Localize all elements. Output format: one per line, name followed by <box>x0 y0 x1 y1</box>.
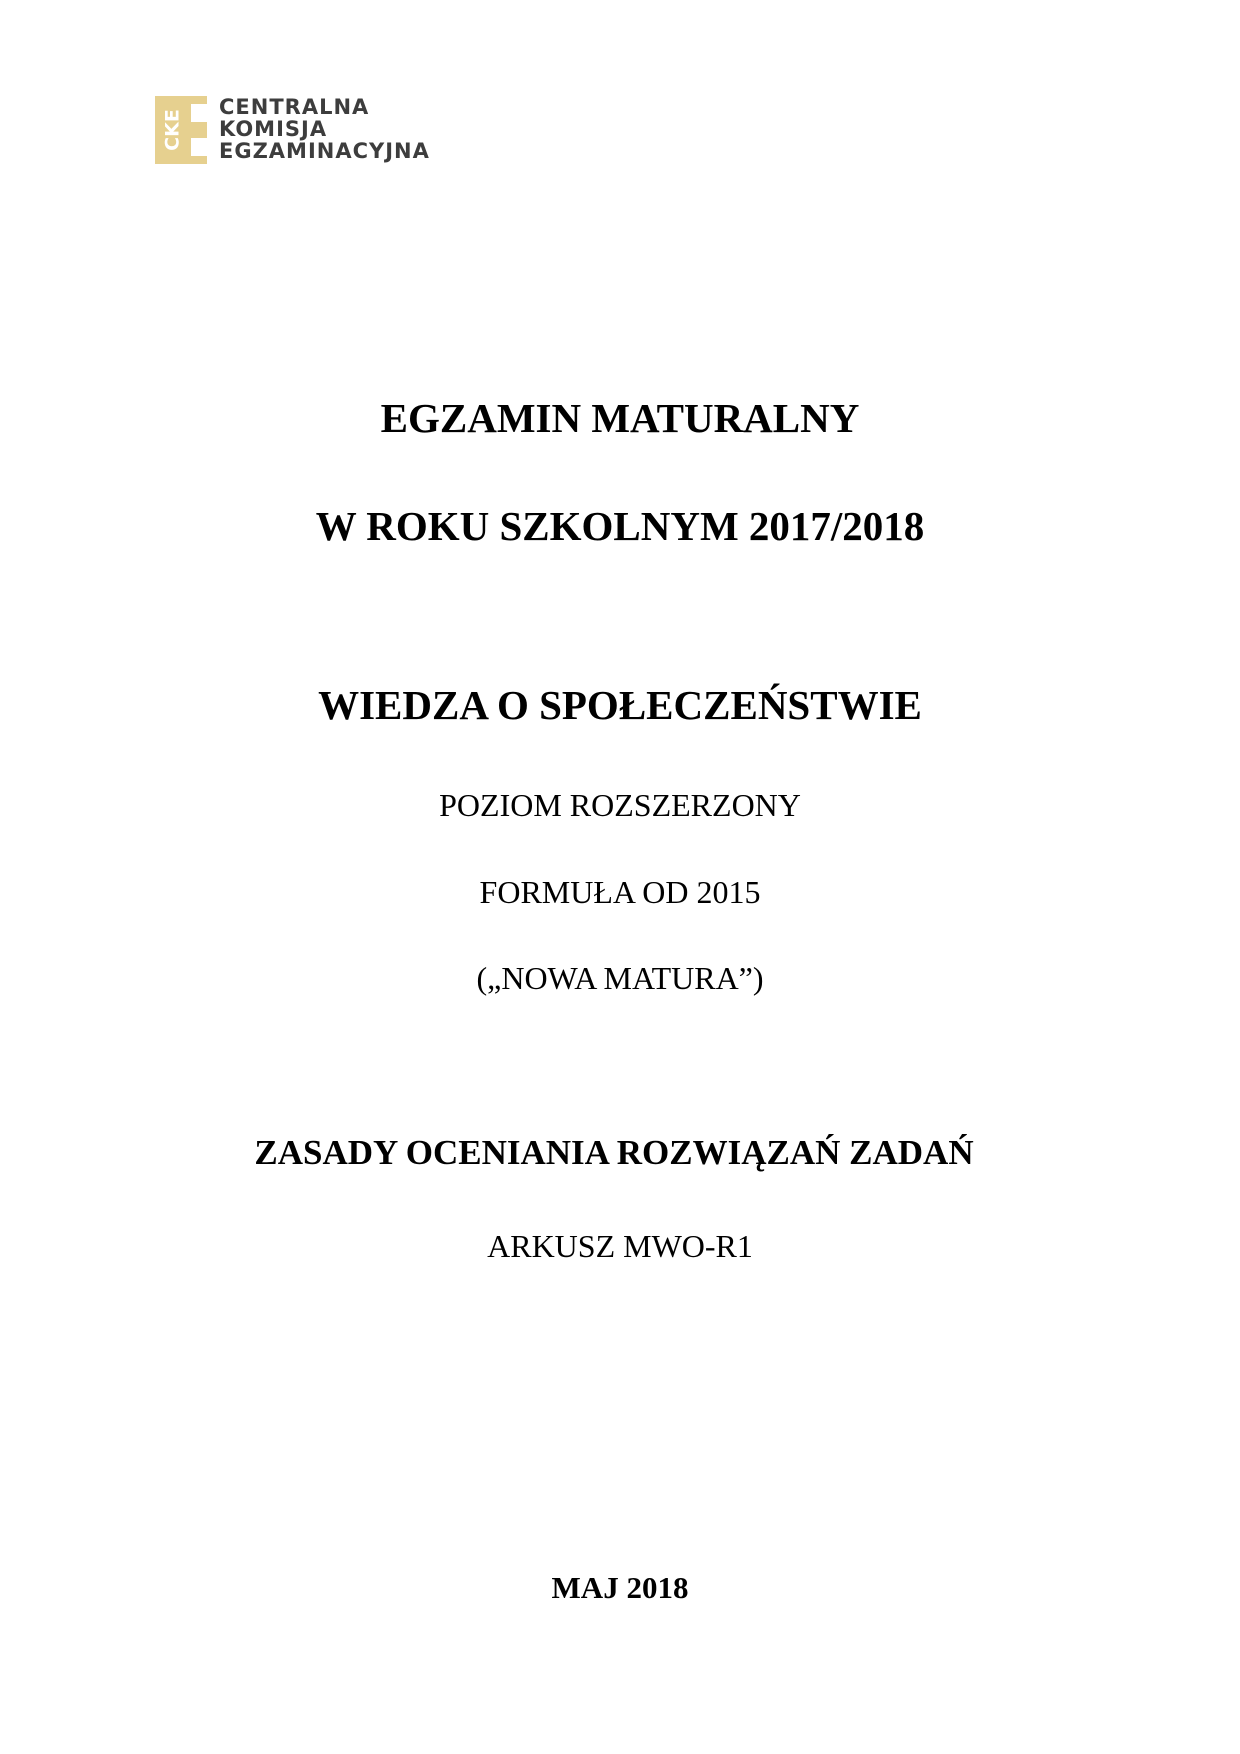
cke-logo-icon <box>155 96 207 164</box>
exam-title: EGZAMIN MATURALNY <box>380 395 860 441</box>
subject-title: WIEDZA O SPOŁECZEŃSTWIE <box>318 682 922 728</box>
cke-logo <box>155 96 430 164</box>
logo-line-1: CENTRALNA <box>219 95 370 119</box>
logo-monogram: CKE <box>161 109 184 151</box>
logo-line-2: KOMISJA <box>219 117 328 141</box>
level-label: POZIOM ROZSZERZONY <box>439 787 801 823</box>
school-year: W ROKU SZKOLNYM 2017/2018 <box>315 503 925 549</box>
sheet-code: ARKUSZ MWO-R1 <box>487 1228 753 1264</box>
document-type: ZASADY OCENIANIA ROZWIĄZAŃ ZADAŃ <box>254 1133 974 1172</box>
logo-line-3: EGZAMINACYJNA <box>219 139 430 163</box>
logo-text <box>219 96 430 162</box>
formula-label: FORMUŁA OD 2015 <box>479 874 761 910</box>
exam-date: MAJ 2018 <box>551 1570 689 1605</box>
formula-note: („NOWA MATURA”) <box>476 960 764 996</box>
